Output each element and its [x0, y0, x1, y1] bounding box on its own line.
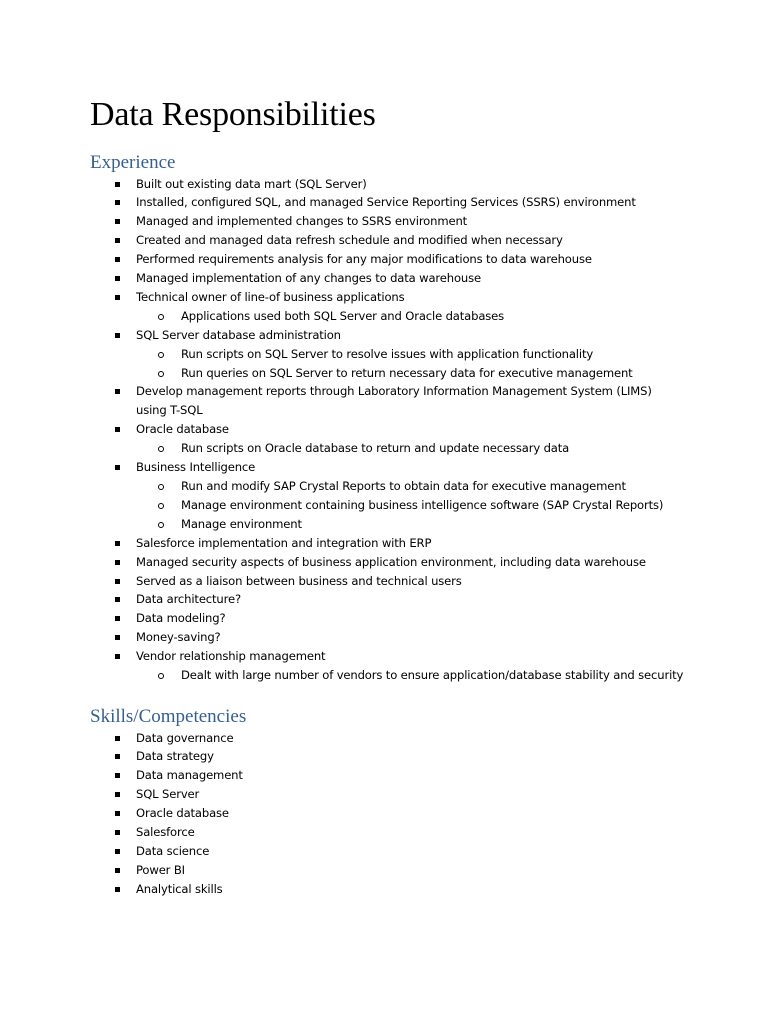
- list-item-text: Vendor relationship management: [136, 649, 326, 664]
- experience-list: [0, 175, 768, 685]
- square-bullet-icon: [115, 635, 120, 640]
- list-item-text: Develop management reports through Laboratory Information Management System (LIMS) using T-SQL: [136, 384, 652, 418]
- list-item-text: Salesforce implementation and integration with ERP: [136, 535, 432, 550]
- sub-list-item: [0, 477, 768, 496]
- list-item-text: Data science: [136, 843, 210, 858]
- list-item-text: Created and managed data refresh schedule and modified when necessary: [136, 233, 563, 248]
- list-item: [0, 231, 768, 250]
- square-bullet-icon: [115, 200, 120, 205]
- square-bullet-icon: [115, 238, 120, 243]
- sub-list-item: [0, 515, 768, 534]
- sub-list-item-text: Run and modify SAP Crystal Reports to obtain data for executive management: [181, 479, 626, 493]
- document-title: Data Responsibilities: [90, 96, 376, 133]
- list-item-text: Managed and implemented changes to SSRS environment: [136, 214, 468, 229]
- circle-bullet-icon: [158, 484, 164, 490]
- list-item: [0, 729, 768, 748]
- list-item-text: Managed security aspects of business application environment, including data warehouse: [136, 554, 646, 569]
- list-item-text: Business Intelligence: [136, 460, 256, 475]
- square-bullet-icon: [115, 276, 120, 281]
- sub-list-item-text: Manage environment: [181, 516, 302, 531]
- circle-bullet-icon: [158, 503, 164, 509]
- sub-list-item-text: Run scripts on SQL Server to resolve issues with application functionality: [181, 346, 594, 361]
- list-item: [0, 534, 768, 553]
- square-bullet-icon: [115, 541, 120, 546]
- square-bullet-icon: [115, 830, 120, 835]
- square-bullet-icon: [115, 811, 120, 816]
- square-bullet-icon: [115, 427, 120, 432]
- sub-list-item: [0, 666, 768, 685]
- list-item: [0, 880, 768, 899]
- list-item-text: Installed, configured SQL, and managed Service Reporting Services (SSRS) environment: [136, 195, 636, 210]
- list-item-text: Money-saving?: [136, 630, 221, 645]
- list-item-text: Salesforce: [136, 825, 195, 840]
- list-item: [0, 842, 768, 861]
- list-item-text: Data modeling?: [136, 611, 226, 626]
- sub-list-item: [0, 439, 768, 458]
- list-item-text: Data management: [136, 768, 243, 783]
- square-bullet-icon: [115, 560, 120, 565]
- list-item-text: Oracle database: [136, 806, 229, 821]
- square-bullet-icon: [115, 295, 120, 300]
- list-item: [0, 553, 768, 572]
- list-item-text: SQL Server database administration: [136, 327, 341, 342]
- sub-list-item-text: Manage environment containing business intelligence software (SAP Crystal Reports): [181, 497, 664, 512]
- list-item-text: Data governance: [136, 730, 234, 745]
- list-item-text: Data architecture?: [136, 592, 241, 607]
- list-item: [0, 804, 768, 823]
- square-bullet-icon: [115, 792, 120, 797]
- list-item-text: SQL Server: [136, 787, 200, 802]
- square-bullet-icon: [115, 333, 120, 338]
- circle-bullet-icon: [158, 371, 164, 377]
- square-bullet-icon: [115, 597, 120, 602]
- square-bullet-icon: [115, 654, 120, 659]
- square-bullet-icon: [115, 579, 120, 584]
- circle-bullet-icon: [158, 522, 164, 528]
- experience-heading: Experience: [90, 152, 176, 173]
- list-item: [0, 647, 768, 666]
- sub-list-item: [0, 307, 768, 326]
- square-bullet-icon: [115, 182, 120, 187]
- list-item: [0, 250, 768, 269]
- list-item: [0, 861, 768, 880]
- list-item: [0, 175, 768, 194]
- list-item: [0, 785, 768, 804]
- square-bullet-icon: [115, 465, 120, 470]
- list-item: [0, 823, 768, 842]
- square-bullet-icon: [115, 773, 120, 778]
- sub-list-item: [0, 364, 768, 383]
- circle-bullet-icon: [158, 673, 164, 679]
- list-item: [0, 269, 768, 288]
- list-item: [0, 572, 768, 591]
- list-item-text: Performed requirements analysis for any major modifications to data warehouse: [136, 252, 592, 267]
- circle-bullet-icon: [158, 352, 164, 358]
- circle-bullet-icon: [158, 314, 164, 320]
- circle-bullet-icon: [158, 446, 164, 452]
- square-bullet-icon: [115, 736, 120, 741]
- list-item: [0, 766, 768, 785]
- sub-list-item-text: Dealt with large number of vendors to ensure application/database stability and security: [181, 668, 684, 683]
- sub-list-item-text: Applications used both SQL Server and Oracle databases: [181, 308, 505, 323]
- list-item-text: Power BI: [136, 862, 185, 877]
- square-bullet-icon: [115, 389, 120, 394]
- list-item: [0, 212, 768, 231]
- list-item-text: Data strategy: [136, 749, 214, 764]
- list-item-text: Managed implementation of any changes to data warehouse: [136, 271, 481, 286]
- list-item-text: Oracle database: [136, 422, 229, 437]
- list-item: [0, 420, 768, 439]
- square-bullet-icon: [115, 754, 120, 759]
- sub-list-item-text: Run scripts on Oracle database to return and update necessary data: [181, 441, 570, 456]
- skills-heading: Skills/Competencies: [90, 706, 247, 727]
- list-item: [0, 590, 768, 609]
- square-bullet-icon: [115, 887, 120, 892]
- square-bullet-icon: [115, 616, 120, 621]
- list-item-text: Built out existing data mart (SQL Server): [136, 176, 367, 191]
- list-item-text: Technical owner of line-of business applications: [136, 289, 405, 304]
- list-item: [0, 288, 768, 307]
- list-item-text: Analytical skills: [136, 881, 223, 896]
- list-item: [0, 193, 768, 212]
- sub-list-item-text: Run queries on SQL Server to return necessary data for executive management: [181, 365, 633, 380]
- sub-list-item: [0, 345, 768, 364]
- list-item-text: Served as a liaison between business and technical users: [136, 573, 462, 588]
- list-item: [0, 326, 768, 345]
- square-bullet-icon: [115, 868, 120, 873]
- list-item: [0, 747, 768, 766]
- list-item: [0, 458, 768, 477]
- list-item: [0, 628, 768, 647]
- square-bullet-icon: [115, 849, 120, 854]
- sub-list-item: [0, 496, 768, 515]
- skills-list: [0, 729, 768, 899]
- square-bullet-icon: [115, 219, 120, 224]
- square-bullet-icon: [115, 257, 120, 262]
- list-item: [0, 609, 768, 628]
- list-item: [0, 382, 666, 420]
